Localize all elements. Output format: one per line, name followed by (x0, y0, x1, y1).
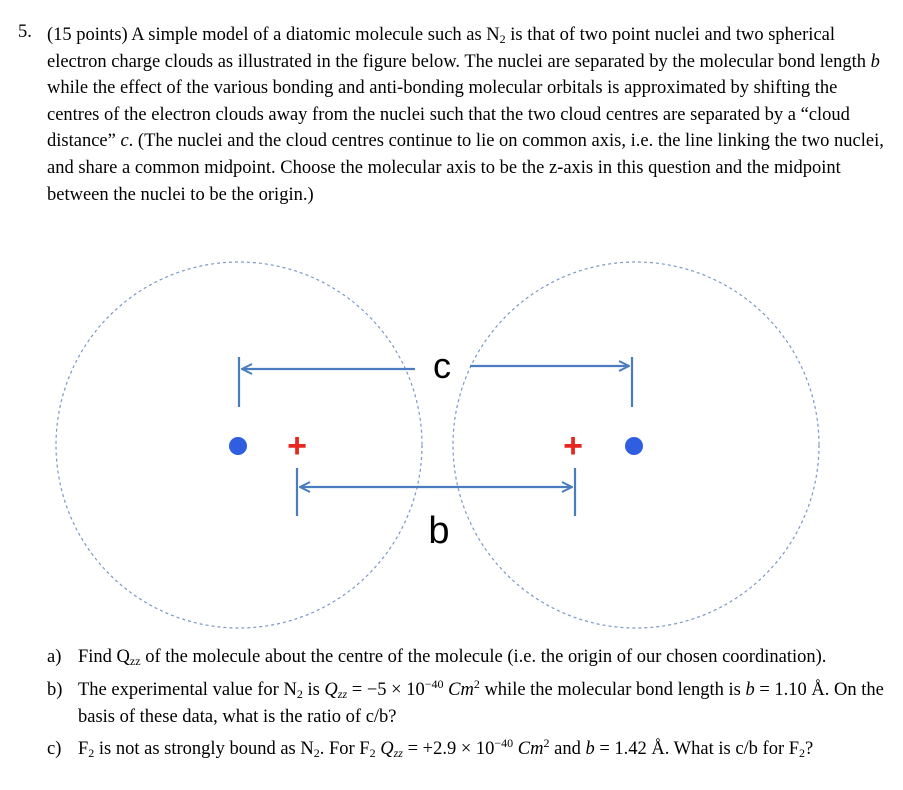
left-nucleus-plus: + (287, 427, 307, 465)
right-cloud-centre-dot (625, 437, 643, 455)
question-points: (15 points) (47, 25, 128, 45)
part-a: a) Find $Q_{zz}$ of the molecule about the centre of the molecule (i.e. the origin of our chosen coordination). (47, 647, 827, 668)
left-cloud-centre-dot (229, 437, 247, 455)
b-label: b (428, 510, 450, 552)
bond-length-symbol: b (870, 51, 880, 72)
right-nucleus-plus: + (563, 427, 583, 465)
cloud-distance-symbol: c (120, 131, 129, 152)
c-label: c (433, 345, 451, 386)
question-parts (47, 644, 897, 769)
question-number: 5. (18, 22, 32, 42)
question-text: (15 points) A simple model of a diatomic molecule such as $N_2$ is that of two point nuclei and two spherical electron charge clouds as illustrated in the figure below. The nuclei are separated by the molecular bond length b while the effect of the various bonding and anti-bonding molecular orbitals is approximated by shifting the centres of the electron clouds away from the nuclei such that the two cloud centres are separated by a “cloud distance” c. (The nuclei and the cloud centres continue to lie on common axis, i.e. the line linking the two nuclei, and share a common midpoint. Choose the molecular axis to be the z-axis in this question and the midpoint between the nuclei to be the origin.) (47, 25, 884, 205)
part-c: c) $F_2$ is not as strongly bound as $N_2$. For $F_2$ $Q_{zz} = +2.9 \times 10^{-40}$ Cm$^2$ and b = 1.42 Å. What is c/b for $F_2$? (47, 736, 814, 761)
part-b: b) The experimental value for $N_2$ is $Q_{zz} = -5 \times 10^{-40}$ Cm$^2$ while the molecular bond length is b = 1.10 Å. On the basis of these data, what is the ratio of c/b? (47, 676, 884, 727)
